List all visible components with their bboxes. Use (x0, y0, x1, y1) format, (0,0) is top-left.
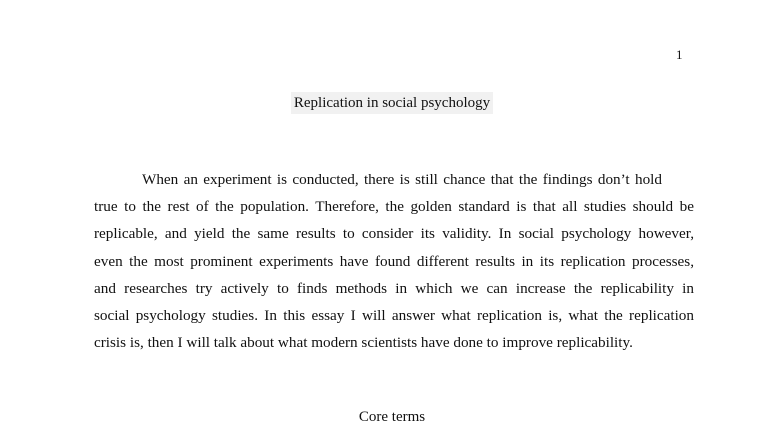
paragraph-line: crisis is, then I will talk about what modern scientists have done to improve replicability. (94, 334, 633, 352)
paragraph-line: and researches try actively to finds methods in which we can increase the replicability in (94, 279, 694, 297)
title-container (0, 92, 784, 114)
paragraph-line: even the most prominent experiments have found different results in its replication processes, (94, 252, 694, 270)
intro-paragraph[interactable] (94, 166, 694, 356)
section-heading-core-terms: Core terms (358, 409, 426, 425)
document-title[interactable]: Replication in social psychology (291, 92, 493, 114)
paragraph-line: replicable, and yield the same results to consider its validity. In social psychology however, (94, 225, 694, 243)
page-number: 1 (676, 47, 683, 62)
paragraph-line: When an experiment is conducted, there is still chance that the findings don’t hold (142, 171, 662, 188)
paragraph-line: true to the rest of the population. Therefore, the golden standard is that all studies should be (94, 198, 694, 216)
paragraph-line: social psychology studies. In this essay I will answer what replication is, what the replication (94, 307, 694, 325)
